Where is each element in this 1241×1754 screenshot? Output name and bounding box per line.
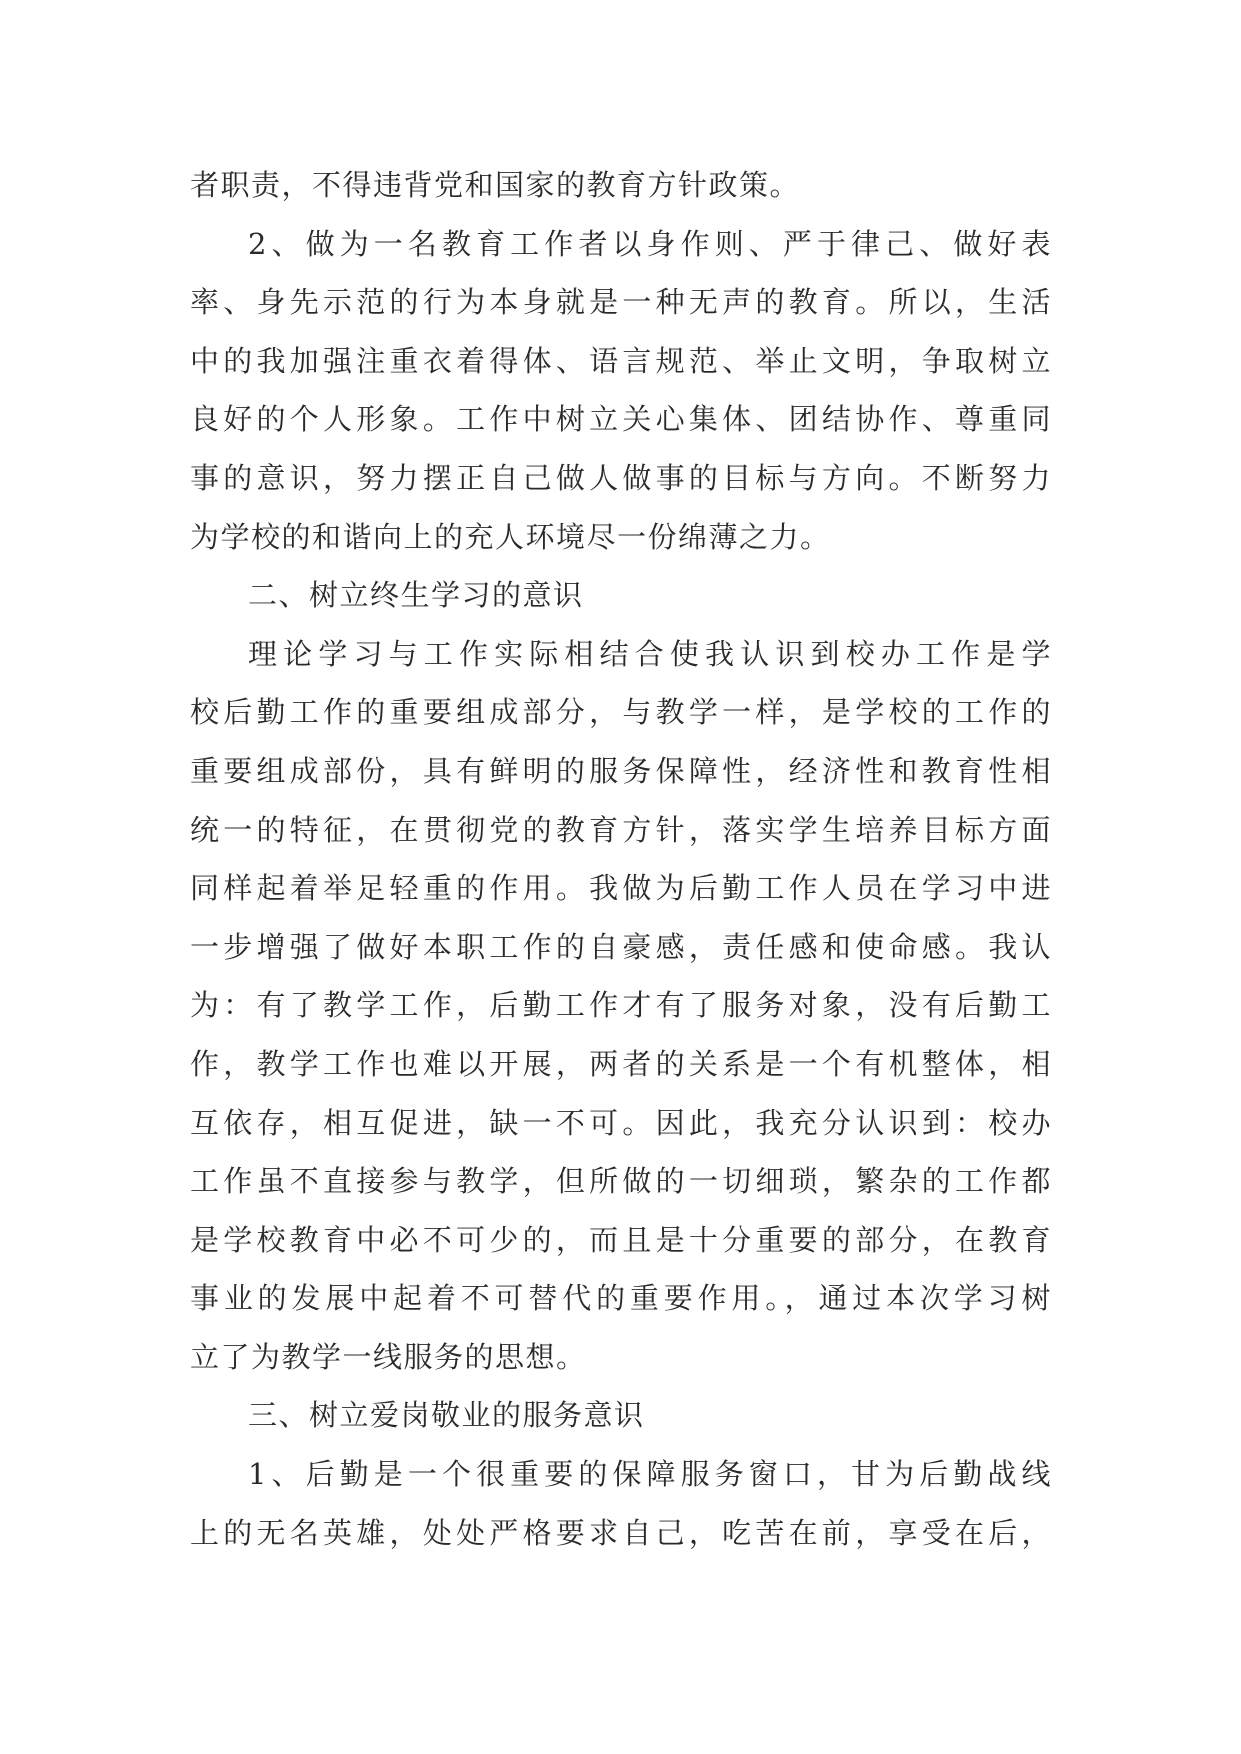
text-line: 者职责，不得违背党和国家的教育方针政策。 <box>190 168 801 202</box>
text-line: 同样起着举足轻重的作用。我做为后勤工作人员在学习中进 <box>190 871 1052 906</box>
text-line: 良好的个人形象。工作中树立关心集体、团结协作、尊重同 <box>190 402 1052 437</box>
text-line: 事的意识，努力摆正自己做人做事的目标与方向。不断努力 <box>190 460 1052 495</box>
text-line: 校后勤工作的重要组成部分，与教学一样，是学校的工作的 <box>190 695 1052 730</box>
paragraph-start-line: 2、做为一名教育工作者以身作则、严于律己、做好表 <box>248 226 1052 261</box>
text-line: 事业的发展中起着不可替代的重要作用。，通过本次学习树 <box>190 1281 1052 1316</box>
text-line: 中的我加强注重衣着得体、语言规范、举止文明，争取树立 <box>190 343 1052 378</box>
text-line: 一步增强了做好本职工作的自豪感，责任感和使命感。我认 <box>190 929 1052 964</box>
text-line: 工作虽不直接参与教学，但所做的一切细琐，繁杂的工作都 <box>190 1164 1052 1199</box>
text-line: 率、身先示范的行为本身就是一种无声的教育。所以，生活 <box>190 285 1052 320</box>
section-heading: 二、树立终生学习的意识 <box>248 578 584 613</box>
paragraph-start-line: 理论学习与工作实际相结合使我认识到校办工作是学 <box>248 636 1052 671</box>
text-line: 统一的特征，在贯彻党的教育方针，落实学生培养目标方面 <box>190 812 1052 847</box>
text-line: 重要组成部份，具有鲜明的服务保障性，经济性和教育性相 <box>190 753 1052 788</box>
document-body <box>190 156 1052 1562</box>
text-line: 为：有了教学工作，后勤工作才有了服务对象，没有后勤工 <box>190 988 1052 1023</box>
text-line: 互依存，相互促进，缺一不可。因此，我充分认识到：校办 <box>190 1105 1052 1140</box>
section-heading: 三、树立爱岗敬业的服务意识 <box>248 1398 645 1433</box>
paragraph-start-line: 1、后勤是一个很重要的保障服务窗口，甘为后勤战线 <box>248 1457 1052 1492</box>
text-line: 是学校教育中必不可少的，而且是十分重要的部分，在教育 <box>190 1222 1052 1257</box>
text-line: 作，教学工作也难以开展，两者的关系是一个有机整体，相 <box>190 1046 1052 1081</box>
text-line: 上的无名英雄，处处严格要求自己，吃苦在前，享受在后， <box>190 1515 1052 1550</box>
text-line: 为学校的和谐向上的充人环境尽一份绵薄之力。 <box>190 519 831 554</box>
text-line: 立了为教学一线服务的思想。 <box>190 1339 587 1374</box>
